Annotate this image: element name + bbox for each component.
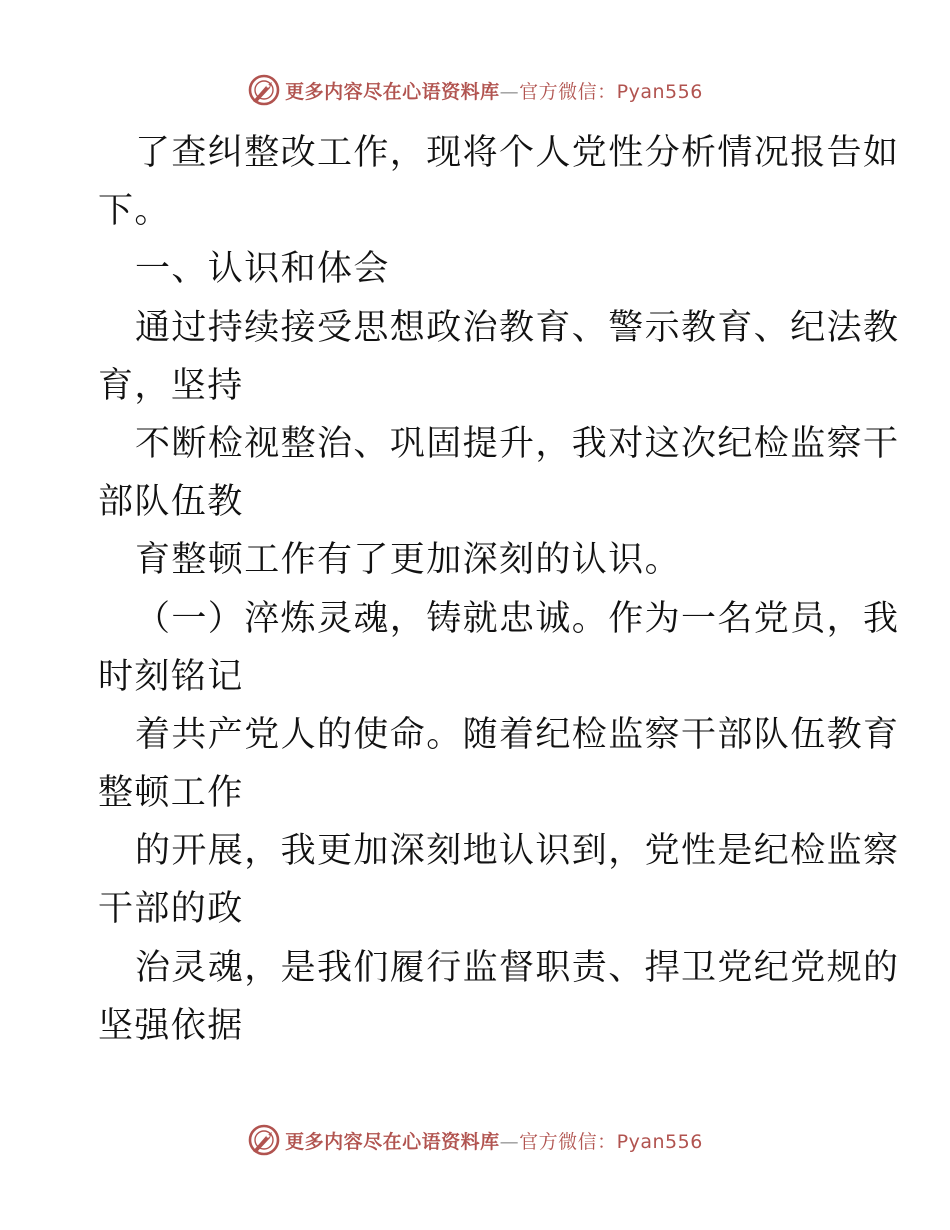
body-line: 整顿工作 xyxy=(98,773,244,814)
body-line: 下。 xyxy=(98,191,171,232)
watermark-title: 更多内容尽在心语资料库 xyxy=(285,1130,500,1153)
watermark-separator: — xyxy=(499,80,520,103)
watermark-separator: — xyxy=(499,1130,520,1153)
body-line: 通过持续接受思想政治教育、警示教育、纪法教 xyxy=(135,307,900,348)
body-line: 坚强依据 xyxy=(98,1005,244,1046)
pen-nib-circle-icon xyxy=(247,1123,281,1157)
body-line: 部队伍教 xyxy=(98,482,244,523)
watermark-contact: 官方微信：Pyan556 xyxy=(519,80,703,103)
watermark-title: 更多内容尽在心语资料库 xyxy=(285,80,500,103)
body-line: 育，坚持 xyxy=(98,365,244,406)
section-heading: 一、认识和体会 xyxy=(135,249,390,290)
body-line: 育整顿工作有了更加深刻的认识。 xyxy=(135,540,682,581)
watermark-contact: 官方微信：Pyan556 xyxy=(519,1130,703,1153)
body-line: 时刻铭记 xyxy=(98,656,244,697)
body-line: 的开展，我更加深刻地认识到，党性是纪检监察 xyxy=(135,831,900,872)
header-watermark xyxy=(0,70,950,110)
body-line: 着共产党人的使命。随着纪检监察干部队伍教育 xyxy=(135,714,900,755)
body-line: 不断检视整治、巩固提升，我对这次纪检监察干 xyxy=(135,423,900,464)
body-line: 干部的政 xyxy=(98,889,244,930)
footer-watermark xyxy=(0,1120,950,1160)
subsection-heading-line: （一）淬炼灵魂，铸就忠诚。作为一名党员，我 xyxy=(135,598,900,639)
body-line: 了查纠整改工作，现将个人党性分析情况报告如 xyxy=(135,133,900,173)
pen-nib-circle-icon xyxy=(247,73,281,107)
body-line: 治灵魂，是我们履行监督职责、捍卫党纪党规的 xyxy=(135,947,900,988)
document-body xyxy=(98,124,900,1055)
